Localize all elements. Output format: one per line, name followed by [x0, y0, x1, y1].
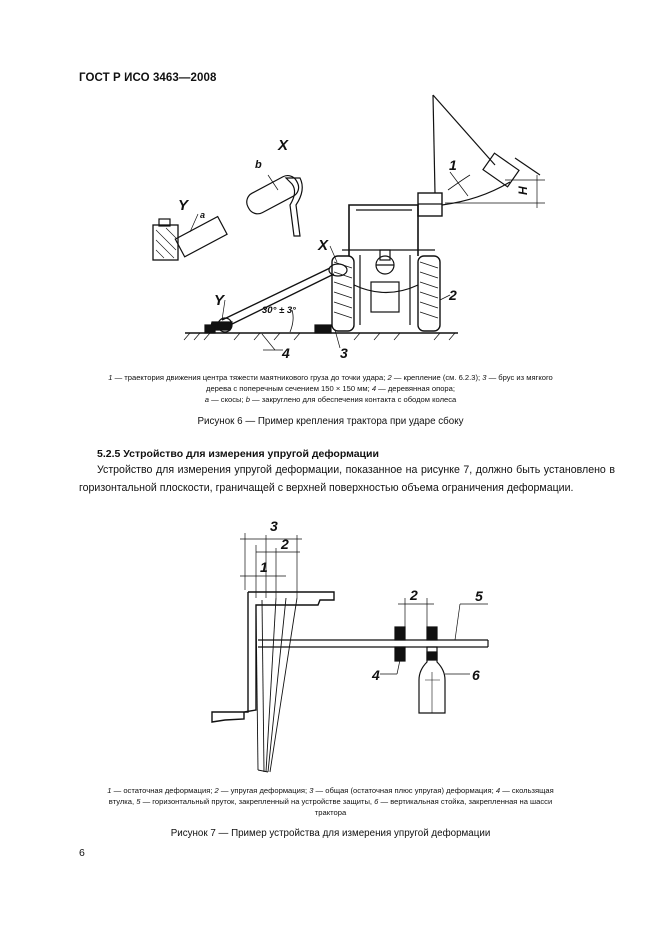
figure-6-title: Рисунок 6 — Пример крепления трактора при ударе сбоку	[197, 416, 464, 427]
fig6-label-a: a	[200, 210, 206, 220]
fig6-angle-label: 30° ± 3°	[262, 305, 296, 316]
fig6-label-y-bottom: Y	[214, 292, 225, 309]
fig6-label-x-mid: X	[318, 237, 329, 254]
fig6-label-1: 1	[449, 157, 457, 173]
section-paragraph: Устройство для измерения упругой деформации, показанное на рисунке 7, должно быть установлено в горизонтальной плоскости, граничащей с верхней поверхностью объема ограничения деформации.	[79, 464, 615, 494]
fig7-label-4: 4	[372, 667, 380, 683]
figure-7-legend: 1 — остаточная деформация; 2 — упругая деформация; 3 — общая (остаточная плюс упругая) деформация; 4 — скользящая втулка, 5 — горизонтальный пруток, закрепленный на устройстве защиты, 6 — вертикальная стойка, закрепленная на шасси трактора	[107, 786, 554, 817]
page-number: 6	[79, 847, 85, 859]
fig6-label-y-top: Y	[178, 197, 189, 214]
fig6-label-2: 2	[449, 287, 457, 303]
fig6-label-b: b	[255, 159, 262, 171]
fig7-label-2-left: 2	[281, 536, 289, 552]
fig7-label-2-right: 2	[410, 587, 418, 603]
fig7-label-3: 3	[270, 518, 278, 534]
fig6-label-3: 3	[340, 345, 348, 361]
fig6-label-x-top: X	[278, 137, 289, 154]
fig7-label-1: 1	[260, 559, 268, 575]
fig6-label-4: 4	[282, 345, 290, 361]
fig6-label-h: H	[516, 186, 530, 195]
fig7-label-6: 6	[472, 667, 480, 683]
fig7-label-5: 5	[475, 588, 483, 604]
figure-6-legend: 1 — траектория движения центра тяжести маятникового груза до точки удара; 2 — крепление (см. 6.2.3); 3 — брус из мягкого дерева с поперечным сечением 150 × 150 мм; 4 — деревянная опора; a — скосы; b — закруглено для обеспечения контакта с ободом колеса	[108, 373, 553, 404]
figure-7-title: Рисунок 7 — Пример устройства для измерения упругой деформации	[170, 828, 491, 839]
page-header: ГОСТ Р ИСО 3463—2008	[79, 72, 217, 84]
section-title: 5.2.5 Устройство для измерения упругой деформации	[97, 448, 379, 460]
